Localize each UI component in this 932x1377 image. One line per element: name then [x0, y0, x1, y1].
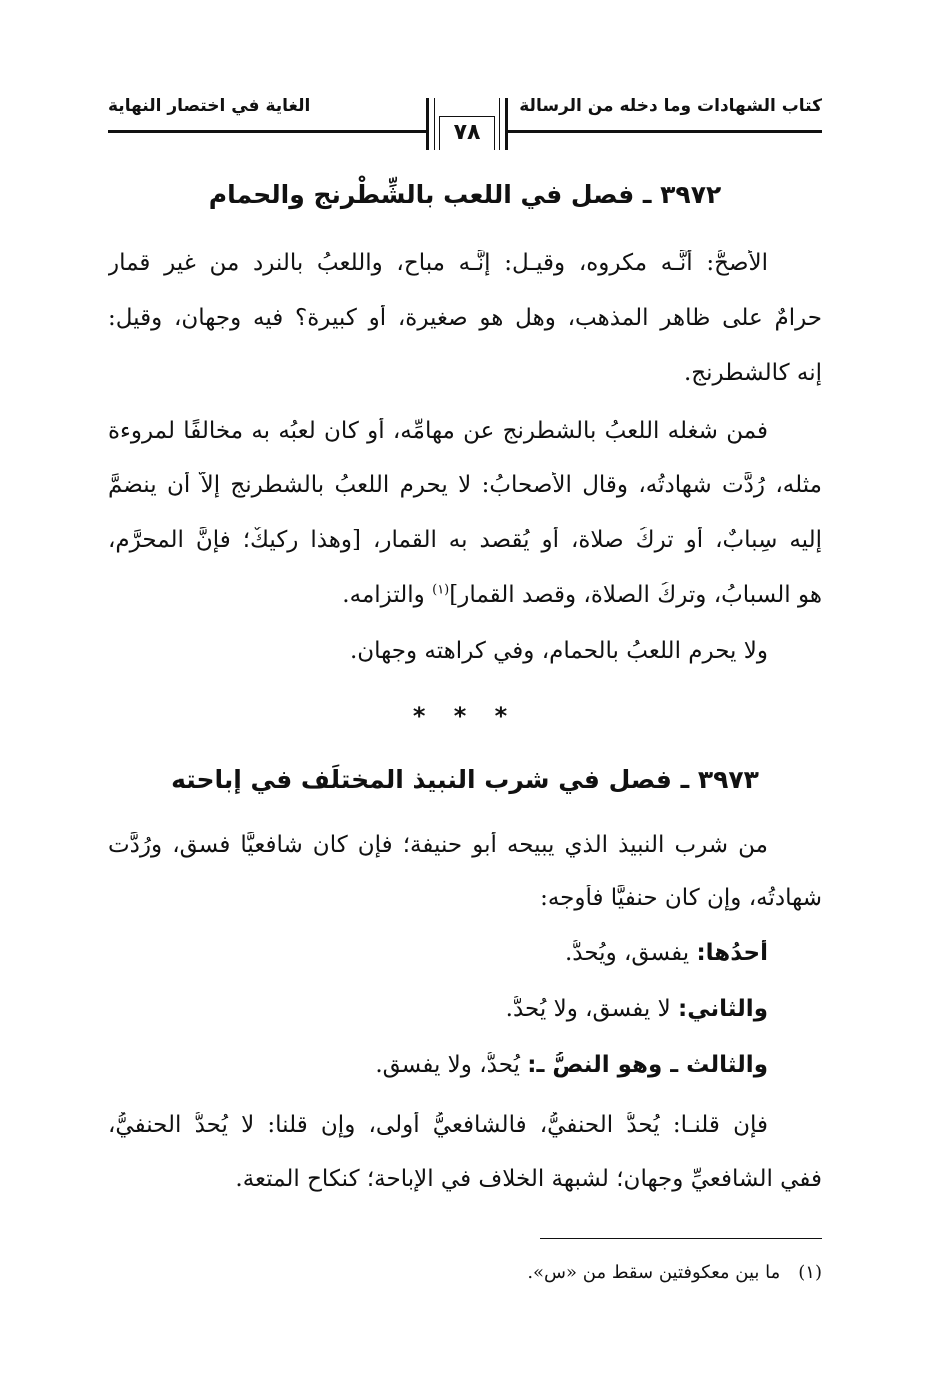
- page-number-frame: [426, 98, 508, 150]
- section-heading-3972: ٣٩٧٢ ـ فصل في اللعب بالشِّطْرنج والحمام: [208, 180, 722, 209]
- option-line-3: [108, 1052, 822, 1078]
- paragraph-line: شهادتُه، وإن كان حنفيًّا فأوجه:: [540, 885, 822, 911]
- paragraph-line: حرامٌ على ظاهر المذهب، وهل هو صغيرة، أو كبيرة؟ فيه وجهان، وقيل:: [108, 305, 822, 331]
- option-label: والثالث ـ وهو النصُّ ـ:: [527, 1052, 768, 1078]
- option-text: يفسق، ويُحدُّ.: [564, 940, 690, 966]
- option-line-1: [108, 940, 822, 966]
- section-heading-3973: ٣٩٧٣ ـ فصل في شرب النبيذ المختلَف في إباحته: [171, 765, 759, 794]
- running-header: [108, 96, 822, 156]
- footnote: [300, 1262, 822, 1283]
- page-number: ٧٨: [439, 116, 495, 150]
- page-number-frame-left-bar: [426, 98, 435, 150]
- paragraph-line: الأصحُّ: أنَّـه مكروه، وقيـل: إنَّـه مباح، واللعبُ بالنرد من غير قمار: [108, 250, 768, 276]
- footnote-number: (١): [798, 1262, 822, 1283]
- paragraph-line: إنه كالشطرنج.: [683, 360, 822, 386]
- bracketed-text: هو السبابُ، وتركُ الصلاة، وقصد القمار]: [449, 582, 822, 608]
- line-continuation: والتزامه.: [342, 582, 425, 608]
- option-label: أحدُها:: [696, 940, 768, 966]
- paragraph-line: إليه سِبابٌ، أو تركُ صلاة، أو يُقصد به القمار، [وهذا ركيكٌ؛ فإنَّ المحرَّم،: [108, 527, 822, 553]
- option-text: يُحدُّ، ولا يفسق.: [375, 1052, 520, 1078]
- footnote-text: ما بين معكوفتين سقط من «س».: [527, 1262, 781, 1283]
- header-book-title: كتاب الشهادات وما دخله من الرسالة: [519, 96, 822, 116]
- page-number-frame-right-bar: [499, 98, 508, 150]
- paragraph-line: فمن شغله اللعبُ بالشطرنج عن مهامِّه، أو كان لعبُه به مخالفًا لمروءة: [108, 418, 768, 444]
- paragraph-line: ففي الشافعيِّ وجهان؛ لشبهة الخلاف في الإباحة؛ كنكاح المتعة.: [235, 1166, 822, 1192]
- paragraph-line: مثله، رُدَّت شهادتُه، وقال الأصحابُ: لا يحرم اللعبُ بالشطرنج إلاَّ أن ينضمَّ: [108, 472, 822, 498]
- option-text: لا يفسق، ولا يُحدُّ.: [505, 996, 671, 1022]
- paragraph-line: فإن قلنـا: يُحدُّ الحنفيُّ، فالشافعيُّ أولى، وإن قلنا: لا يُحدُّ الحنفيُّ،: [108, 1112, 768, 1138]
- paragraph-line: [108, 582, 822, 608]
- footnote-reference: (١): [432, 582, 450, 598]
- footnote-separator-rule: [540, 1238, 822, 1239]
- section-separator-stars: * * *: [412, 702, 518, 730]
- paragraph-line: من شرب النبيذ الذي يبيحه أبو حنيفة؛ فإن كان شافعيًّا فسق، ورُدَّت: [108, 832, 768, 858]
- option-label: والثاني:: [678, 996, 768, 1022]
- header-work-title: الغاية في اختصار النهاية: [108, 96, 311, 116]
- header-rule-right: [508, 130, 822, 133]
- paragraph-line: ولا يحرم اللعبُ بالحمام، وفي كراهته وجهان.: [349, 638, 768, 664]
- header-rule-left: [108, 130, 426, 133]
- option-line-2: [108, 996, 822, 1022]
